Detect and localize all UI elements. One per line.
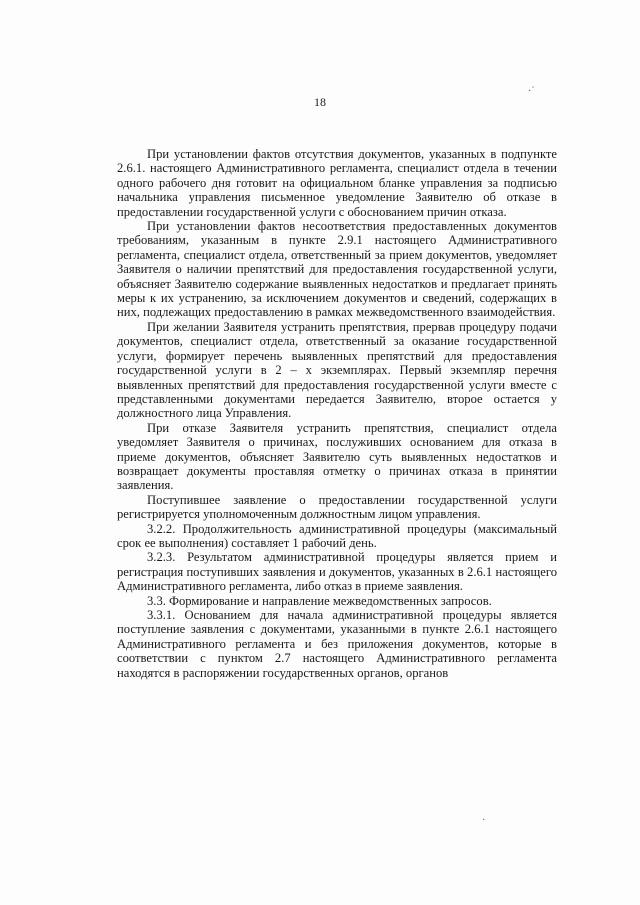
scan-mark: ·´: [528, 86, 535, 97]
paragraph: 3.2.3. Результатом административной процедуры является прием и регистрация поступивших заявления и документов, указанных в 2.6.1 настоящего Административного регламента, либо отказ в приеме заявления.: [117, 550, 557, 594]
paragraph: При желании Заявителя устранить препятствия, прервав процедуру подачи документов, специалист отдела, ответственный за оказание государственной услуги, формирует перечень выявленных препятствий для предоставления государственной услуги в 2 – х экземплярах. Первый экземпляр перечня выявленных препятствий для предоставления государственной услуги вместе с представленными документами передается Заявителю, второе остается у должностного лица Управления.: [117, 319, 557, 421]
scan-mark: ·: [482, 815, 486, 826]
page-number: 18: [314, 95, 326, 109]
paragraph: 3.2.2. Продолжительность административной процедуры (максимальный срок ее выполнения) составляет 1 рабочий день.: [117, 521, 557, 550]
paragraph: При установлении фактов несоответствия предоставленных документов требованиям, указанным в пункте 2.9.1 настоящего Административного регламента, специалист отдела, ответственный за прием документов, уведомляет Заявителя о наличии препятствий для предоставления государственной услуги, объясняет Заявителю содержание выявленных недостатков и предлагает принять меры к их устранению, за исключением документов и сведений, содержащих в них, подлежащих предоставлению в рамках межведомственного взаимодействия.: [117, 219, 557, 320]
paragraph: При отказе Заявителя устранить препятствия, специалист отдела уведомляет Заявителя о причинах, послуживших основанием для отказа в приеме документов, объясняет Заявителю суть выявленных недостатков и возвращает документы проставляя отметку о причинах отказа в принятии заявления.: [117, 420, 557, 493]
document-body: [117, 147, 557, 680]
paragraph: Поступившее заявление о предоставлении государственной услуги регистрируется уполномоченным должностным лицом управления.: [117, 492, 557, 522]
paragraph: При установлении фактов отсутствия документов, указанных в подпункте 2.6.1. настоящего Административного регламента, специалист отдела в течении одного рабочего дня готовит на официальном бланке управления за подписью начальника управления письменное уведомление Заявителю об отказе в предоставлении государственной услуги с обоснованием причин отказа.: [117, 147, 557, 219]
paragraph: 3.3.1. Основанием для начала административной процедуры является поступление заявления с документами, указанными в пункте 2.6.1 настоящего Административного регламента и без приложения документов, которые в соответствии с пунктом 2.7 настоящего Административного регламента находятся в распоряжении государственных органов, органов: [117, 608, 557, 680]
section-heading: 3.3. Формирование и направление межведомственных запросов.: [147, 593, 492, 608]
